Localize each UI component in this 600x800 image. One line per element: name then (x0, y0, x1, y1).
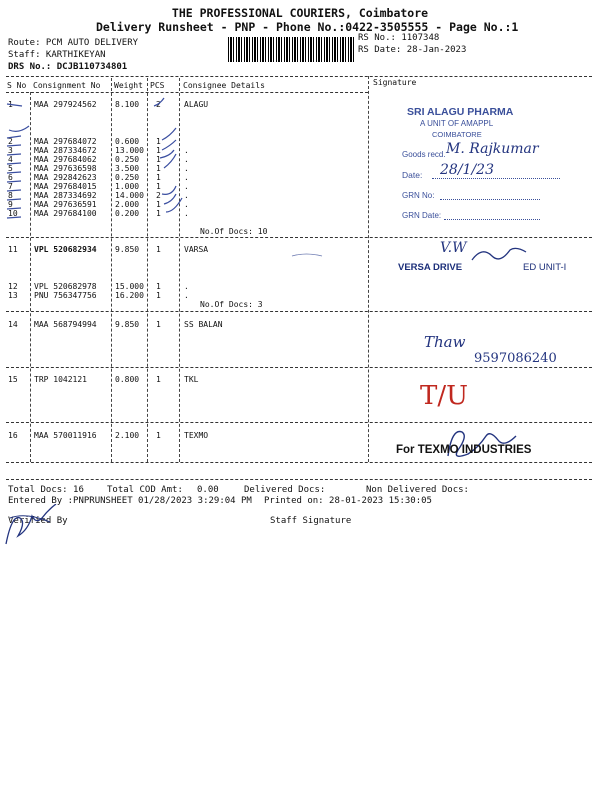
group-rule (6, 422, 592, 423)
row-sno: 7 (8, 182, 13, 191)
ssbalan-signature: Thaw (424, 333, 466, 351)
group-rule (6, 311, 592, 312)
row-consignment: VPL 520682978 (34, 282, 97, 291)
row-sno: 10 (8, 209, 18, 218)
row-pcs: 1 (156, 209, 161, 218)
row-sno: 12 (8, 282, 18, 291)
row-weight: 13.000 (115, 146, 144, 155)
barcode (228, 37, 354, 62)
grn-no-line (440, 199, 540, 200)
row-pcs: 1 (156, 245, 161, 254)
varsa-stamp: VERSA DRIVE (398, 262, 463, 273)
total-cod-value: 0.00 (197, 485, 219, 495)
verifier-signature (2, 504, 62, 550)
route-label: Route: PCM AUTO DELIVERY (8, 38, 139, 48)
total-docs: Total Docs: 16 (8, 485, 84, 495)
row-consignee: . (184, 200, 189, 209)
row-weight: 8.100 (115, 100, 140, 109)
row-consignee: . (184, 173, 189, 182)
grn-date-line (444, 219, 540, 220)
row-sno: 14 (8, 320, 18, 329)
row-weight: 9.850 (115, 320, 140, 329)
row-consignee: TKL (184, 375, 199, 384)
header-bottom-rule (6, 92, 368, 93)
delivered-docs: Delivered Docs: (244, 485, 326, 495)
row-sno: 2 (8, 137, 13, 146)
row-pcs: 1 (156, 164, 161, 173)
row-consignment: MAA 297684062 (34, 155, 97, 164)
row-consignee: . (184, 282, 189, 291)
alagu-stamp-name: SRI ALAGU PHARMA (407, 106, 514, 118)
row-consignee: . (184, 291, 189, 300)
row-consignee: . (184, 182, 189, 191)
alagu-stamp-unit: A UNIT OF AMAPPL (420, 119, 494, 128)
texmo-stamp: For TEXMO INDUSTRIES (396, 444, 532, 456)
handwritten-date: 28/1/23 (440, 162, 494, 178)
row-pcs: 2 (156, 191, 161, 200)
row-pcs: 1 (156, 173, 161, 182)
row-pcs: 1 (156, 431, 161, 440)
runsheet-subtitle: Delivery Runsheet - PNP - Phone No.:0422-3505555 - Page No.:1 (96, 20, 519, 34)
row-pcs: 1 (156, 146, 161, 155)
row-sno: 4 (8, 155, 13, 164)
row-sno: 13 (8, 291, 18, 300)
stray-mark (290, 250, 330, 260)
grn-date-label: GRN Date: (402, 211, 442, 220)
row-weight: 0.800 (115, 375, 140, 384)
row-consignment: MAA 568794994 (34, 320, 97, 329)
row-weight: 0.250 (115, 173, 140, 182)
date-line (432, 178, 560, 179)
verified-by: Verified By (8, 516, 68, 526)
varsa-stamp-unit: ED UNIT-I (523, 262, 567, 273)
row-sno: 11 (8, 245, 18, 254)
docs-count: No.Of Docs: 10 (200, 227, 268, 236)
row-pcs: 2 (156, 100, 161, 109)
table-top-rule (6, 76, 592, 77)
group-rule (6, 367, 592, 368)
grn-no-label: GRN No: (402, 191, 435, 200)
staff-label: Staff: KARTHIKEYAN (8, 50, 106, 60)
row-consignment: MAA 297684015 (34, 182, 97, 191)
row-consignment: VPL 520682934 (34, 245, 97, 254)
tick-marks (4, 96, 204, 231)
date-label: Date: (402, 170, 423, 180)
row-weight: 16.200 (115, 291, 144, 300)
row-sno: 9 (8, 200, 13, 209)
col-signature: Signature (373, 78, 417, 87)
row-consignment: MAA 297684072 (34, 137, 97, 146)
row-consignee: TEXMO (184, 431, 209, 440)
footer-rule (6, 479, 592, 480)
row-sno: 8 (8, 191, 13, 200)
row-pcs: 1 (156, 320, 161, 329)
row-weight: 2.100 (115, 431, 140, 440)
row-consignment: MAA 297924562 (34, 100, 97, 109)
row-sno: 3 (8, 146, 13, 155)
row-weight: 1.000 (115, 182, 140, 191)
row-weight: 0.200 (115, 209, 140, 218)
row-sno: 6 (8, 173, 13, 182)
row-weight: 9.850 (115, 245, 140, 254)
row-consignment: MAA 570011916 (34, 431, 97, 440)
printed-on: Printed on: 28-01-2023 15:30:05 (264, 496, 432, 506)
col-consignee: Consignee Details (183, 81, 265, 90)
tkl-signature: T/U (420, 381, 469, 411)
row-sno: 5 (8, 164, 13, 173)
staff-signature: Staff Signature (270, 516, 352, 526)
row-consignment: TRP 1042121 (34, 375, 87, 384)
row-consignment: MAA 292842623 (34, 173, 97, 182)
row-consignment: MAA 297684100 (34, 209, 97, 218)
group-rule (6, 237, 592, 238)
col-pcs: PCS (150, 81, 165, 90)
row-consignment: PNU 756347756 (34, 291, 97, 300)
row-consignment: MAA 297636598 (34, 164, 97, 173)
row-pcs: 1 (156, 200, 161, 209)
row-consignee: . (184, 164, 189, 173)
row-sno: 15 (8, 375, 18, 384)
row-consignment: MAA 287334672 (34, 146, 97, 155)
row-weight: 0.250 (115, 155, 140, 164)
row-weight: 14.000 (115, 191, 144, 200)
ssbalan-phone: 9597086240 (474, 351, 557, 366)
row-pcs: 1 (156, 282, 161, 291)
row-pcs: 1 (156, 375, 161, 384)
row-weight: 2.000 (115, 200, 140, 209)
row-pcs: 1 (156, 137, 161, 146)
docs-count: No.Of Docs: 3 (200, 300, 263, 309)
row-weight: 3.500 (115, 164, 140, 173)
row-sno: 1 (8, 100, 13, 109)
row-consignee: . (184, 146, 189, 155)
total-cod-label: Total COD Amt: (107, 485, 183, 495)
col-divider (368, 76, 369, 462)
rs-date: RS Date: 28-Jan-2023 (358, 45, 467, 55)
varsa-scribble (470, 246, 530, 268)
row-consignee: . (184, 155, 189, 164)
row-consignee: . (184, 191, 189, 200)
handwritten-receiver: M. Rajkumar (446, 141, 539, 157)
alagu-stamp-city: COIMBATORE (432, 130, 482, 139)
col-sno: S No (7, 81, 27, 90)
row-consignment: MAA 287334692 (34, 191, 97, 200)
row-consignment: MAA 297636591 (34, 200, 97, 209)
col-consignment: Consignment No (33, 81, 101, 90)
drs-number: DRS No.: DCJB110734801 (8, 62, 128, 72)
row-consignee: ALAGU (184, 100, 209, 109)
company-title: THE PROFESSIONAL COURIERS, Coimbatore (171, 6, 429, 20)
row-weight: 15.000 (115, 282, 144, 291)
row-pcs: 1 (156, 182, 161, 191)
row-pcs: 1 (156, 155, 161, 164)
row-consignee: VARSA (184, 245, 209, 254)
goods-recd-label: Goods recd. (402, 150, 446, 159)
non-delivered-docs: Non Delivered Docs: (366, 485, 469, 495)
col-weight: Weight (114, 81, 143, 90)
row-weight: 0.600 (115, 137, 140, 146)
varsa-handwriting: V.W (440, 240, 467, 256)
rs-number: RS No.: 1107348 (358, 33, 440, 43)
row-pcs: 1 (156, 291, 161, 300)
entered-by: Entered By :PNPRUNSHEET 01/28/2023 3:29:04 PM (8, 496, 252, 506)
row-consignee: . (184, 209, 189, 218)
row-consignee: SS BALAN (184, 320, 223, 329)
row-sno: 16 (8, 431, 18, 440)
